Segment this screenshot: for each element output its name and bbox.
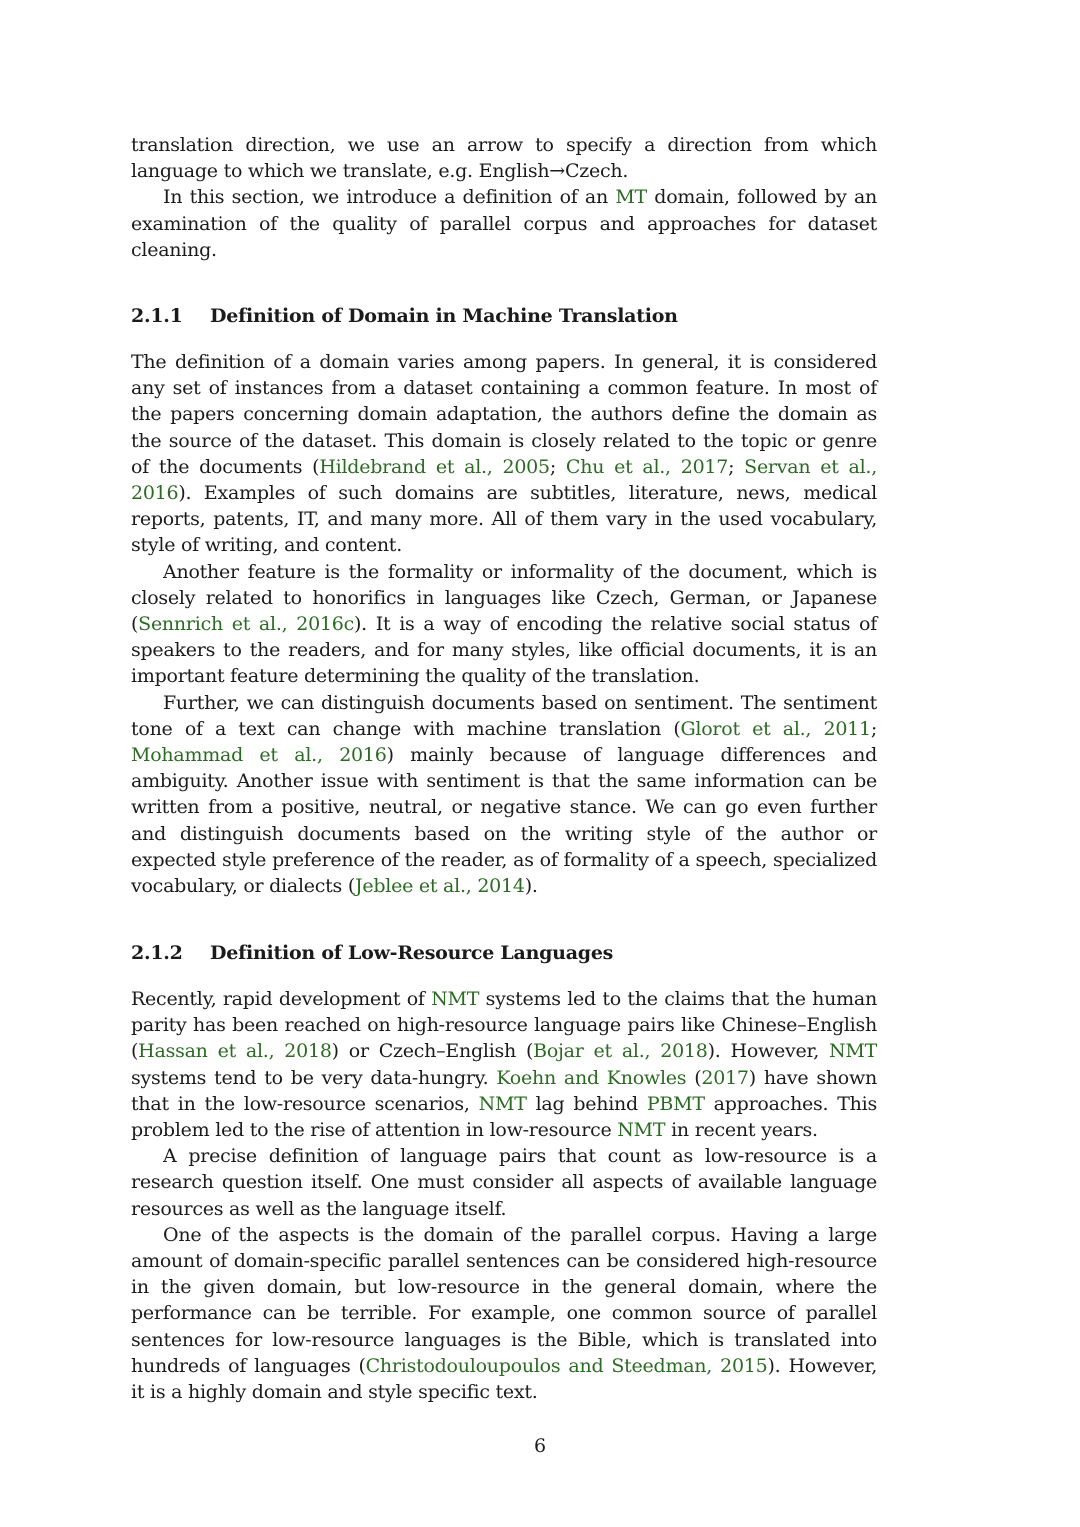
acronym-link-mt[interactable]: MT [615, 186, 647, 209]
citation-mohammad-2016[interactable]: Mohammad et al., 2016 [131, 744, 387, 767]
acronym-link-nmt[interactable]: NMT [478, 1092, 527, 1115]
section-heading-2-1-2 [131, 940, 877, 966]
acronym-link-nmt[interactable]: NMT [828, 1040, 877, 1063]
section-number: 2.1.2 [131, 942, 183, 964]
citation-bojar-2018[interactable]: Bojar et al., 2018 [533, 1040, 708, 1063]
section-number: 2.1.1 [131, 305, 183, 327]
citation-sennrich-2016c[interactable]: Sennrich et al., 2016c [138, 613, 354, 636]
domain-paragraph-3: Further, we can distinguish documents based on sentiment. The sentiment tone of a text can change with machine translation (Glorot et al., 2011; Mohammad et al., 2016) mainly because of language differences and ambiguity. Another issue with sentiment is that the same information can be written from a positive, neutral, or negative stance. We can go even further and distinguish documents based on the writing style of the author or expected style preference of the reader, as of formality of a speech, specialized vocabulary, or dialects (Jeblee et al., 2014). [131, 691, 877, 898]
citation-koehn-knowles[interactable]: Koehn and Knowles [496, 1066, 687, 1089]
citation-hildebrand-2005[interactable]: Hildebrand et al., 2005 [319, 455, 550, 478]
low-resource-paragraph-1: Recently, rapid development of NMT systems led to the claims that the human parity has been reached on high-resource language pairs like Chinese–English (Hassan et al., 2018) or Czech–English (Bojar et al., 2018). However, NMT systems tend to be very data-hungry. Koehn and Knowles (2017) have shown that in the low-resource scenarios, NMT lag behind PBMT approaches. This problem led to the rise of attention in low-resource NMT in recent years. [131, 988, 878, 1142]
intro-paragraph-2: In this section, we introduce a definition of an MT domain, followed by an examination of the quality of parallel corpus and approaches for dataset cleaning. [131, 186, 878, 261]
section-title: Definition of Low-Resource Languages [210, 942, 614, 964]
intro-block [131, 132, 877, 263]
citation-hassan-2018[interactable]: Hassan et al., 2018 [138, 1040, 332, 1063]
domain-paragraph-1: The definition of a domain varies among papers. In general, it is considered any set of instances from a dataset containing a common feature. In most of the papers concerning domain adaptation, the authors define the domain as the source of the dataset. This domain is closely related to the topic or genre of the documents (Hildebrand et al., 2005; Chu et al., 2017; Servan et al., 2016). Examples of such domains are subtitles, literature, news, medical reports, patents, IT, and many more. All of them vary in the used vocabulary, style of writing, and content. [131, 351, 877, 557]
domain-paragraph-2: Another feature is the formality or informality of the document, which is closely related to honorifics in languages like Czech, German, or Japanese (Sennrich et al., 2016c). It is a way of encoding the relative social status of speakers to the readers, and for many styles, like official documents, it is an important feature determining the quality of the translation. [131, 560, 878, 688]
intro-paragraph-1: translation direction, we use an arrow to specify a direction from which language to which we translate, e.g. English→Czech. [131, 134, 877, 183]
section-2-1-1-body [131, 349, 877, 899]
citation-servan-2016[interactable]: Servan et al., 2016 [131, 455, 877, 505]
section-2-1-2-body [131, 986, 877, 1405]
low-resource-paragraph-3: One of the aspects is the domain of the parallel corpus. Having a large amount of domain-specific parallel sentences can be considered high-resource in the given domain, but low-resource in the general domain, where the performance can be terrible. For example, one common source of parallel sentences for low-resource languages is the Bible, which is translated into hundreds of languages (Christodouloupoulos and Steedman, 2015). However, it is a highly domain and style specific text. [131, 1223, 877, 1404]
citation-glorot-2011[interactable]: Glorot et al., 2011 [680, 717, 871, 740]
citation-chu-2017[interactable]: Chu et al., 2017 [565, 455, 729, 478]
citation-jeblee-2014[interactable]: Jeblee et al., 2014 [355, 875, 525, 898]
citation-year-2017[interactable]: 2017 [701, 1066, 749, 1089]
acronym-link-pbmt[interactable]: PBMT [646, 1092, 705, 1115]
section-title: Definition of Domain in Machine Translation [210, 305, 678, 327]
citation-christodouloupoulos-2015[interactable]: Christodouloupoulos and Steedman, 2015 [365, 1354, 768, 1377]
low-resource-paragraph-2: A precise definition of language pairs that count as low-resource is a research question itself. One must consider all aspects of available language resources as well as the language itself. [131, 1145, 877, 1220]
section-heading-2-1-1 [131, 303, 877, 329]
acronym-link-nmt[interactable]: NMT [617, 1119, 666, 1142]
page-number: 6 [533, 1435, 547, 1457]
acronym-link-nmt[interactable]: NMT [431, 988, 480, 1010]
